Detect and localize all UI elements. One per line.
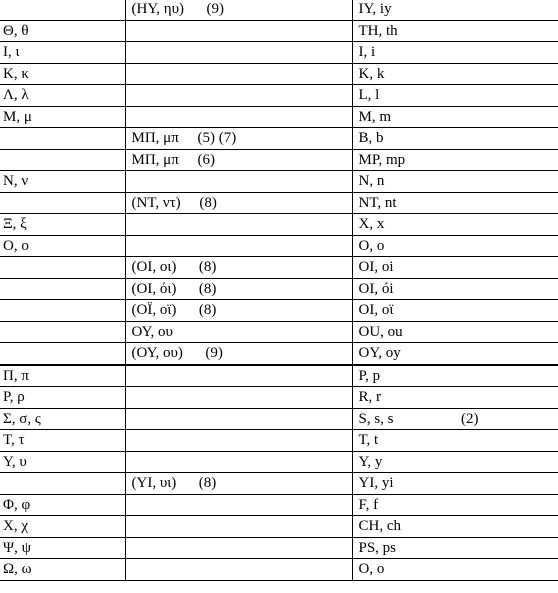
table-row bbox=[0, 430, 558, 452]
greek-letter-cell: Χ, χ bbox=[0, 516, 125, 538]
table-row bbox=[0, 42, 558, 64]
greek-letter-cell bbox=[0, 343, 125, 365]
table-row bbox=[0, 537, 558, 559]
greek-letter-cell: Ω, ω bbox=[0, 559, 125, 581]
table-row bbox=[0, 0, 558, 20]
greek-letter-cell: Υ, υ bbox=[0, 451, 125, 473]
greek-letter-cell: Θ, θ bbox=[0, 20, 125, 42]
latin-cell: S, s, s (2) bbox=[352, 408, 558, 430]
latin-cell: OU, ou bbox=[352, 321, 558, 343]
digraph-cell bbox=[125, 537, 352, 559]
latin-cell: OI, ói bbox=[352, 278, 558, 300]
latin-cell: TH, th bbox=[352, 20, 558, 42]
latin-cell: MP, mp bbox=[352, 149, 558, 171]
digraph-cell: (ΟΥ, ου) (9) bbox=[125, 343, 352, 365]
digraph-cell: (ΟΙ, οι) (8) bbox=[125, 257, 352, 279]
table-row bbox=[0, 300, 558, 322]
greek-letter-cell: Ξ, ξ bbox=[0, 214, 125, 236]
latin-cell: YI, yi bbox=[352, 473, 558, 495]
greek-letter-cell bbox=[0, 192, 125, 214]
digraph-cell bbox=[125, 42, 352, 64]
table-row bbox=[0, 171, 558, 193]
greek-letter-cell bbox=[0, 149, 125, 171]
latin-cell: P, p bbox=[352, 365, 558, 387]
latin-cell: R, r bbox=[352, 387, 558, 409]
digraph-cell: ΟΥ, ου bbox=[125, 321, 352, 343]
latin-cell: CH, ch bbox=[352, 516, 558, 538]
table-row bbox=[0, 408, 558, 430]
latin-cell: PS, ps bbox=[352, 537, 558, 559]
digraph-cell bbox=[125, 559, 352, 581]
greek-letter-cell bbox=[0, 321, 125, 343]
table-row bbox=[0, 192, 558, 214]
table-row bbox=[0, 365, 558, 387]
digraph-cell bbox=[125, 106, 352, 128]
greek-letter-cell: Ψ, ψ bbox=[0, 537, 125, 559]
table-row bbox=[0, 149, 558, 171]
table-row bbox=[0, 494, 558, 516]
latin-cell: L, l bbox=[352, 85, 558, 107]
digraph-cell bbox=[125, 451, 352, 473]
greek-letter-cell: Σ, σ, ς bbox=[0, 408, 125, 430]
table-row bbox=[0, 343, 558, 365]
latin-cell: T, t bbox=[352, 430, 558, 452]
digraph-cell bbox=[125, 408, 352, 430]
digraph-cell bbox=[125, 516, 352, 538]
table-row bbox=[0, 321, 558, 343]
greek-letter-cell: Π, π bbox=[0, 365, 125, 387]
digraph-cell: (ΟΪ, οϊ) (8) bbox=[125, 300, 352, 322]
digraph-cell bbox=[125, 63, 352, 85]
table-row bbox=[0, 257, 558, 279]
table-row bbox=[0, 214, 558, 236]
greek-letter-cell: Ρ, ρ bbox=[0, 387, 125, 409]
latin-cell: M, m bbox=[352, 106, 558, 128]
table-row bbox=[0, 128, 558, 150]
latin-cell: OY, oy bbox=[352, 343, 558, 365]
latin-cell: N, n bbox=[352, 171, 558, 193]
digraph-cell bbox=[125, 171, 352, 193]
greek-letter-cell: Ι, ι bbox=[0, 42, 125, 64]
table-row bbox=[0, 235, 558, 257]
digraph-cell: (ΝΤ, ντ) (8) bbox=[125, 192, 352, 214]
greek-letter-cell bbox=[0, 473, 125, 495]
greek-letter-cell: Λ, λ bbox=[0, 85, 125, 107]
digraph-cell bbox=[125, 85, 352, 107]
digraph-cell bbox=[125, 20, 352, 42]
table-row bbox=[0, 387, 558, 409]
digraph-cell: (ΗΥ, ηυ) (9) bbox=[125, 0, 352, 20]
greek-letter-cell: Τ, τ bbox=[0, 430, 125, 452]
digraph-cell bbox=[125, 214, 352, 236]
greek-letter-cell: Ν, ν bbox=[0, 171, 125, 193]
table-row bbox=[0, 278, 558, 300]
latin-cell: NT, nt bbox=[352, 192, 558, 214]
digraph-cell bbox=[125, 235, 352, 257]
table-row bbox=[0, 473, 558, 495]
latin-cell: Y, y bbox=[352, 451, 558, 473]
greek-letter-cell: Φ, φ bbox=[0, 494, 125, 516]
digraph-cell bbox=[125, 494, 352, 516]
digraph-cell bbox=[125, 365, 352, 387]
table-row bbox=[0, 85, 558, 107]
latin-cell: X, x bbox=[352, 214, 558, 236]
table-row bbox=[0, 516, 558, 538]
greek-letter-cell: Μ, μ bbox=[0, 106, 125, 128]
latin-cell: OI, oi bbox=[352, 257, 558, 279]
greek-letter-cell bbox=[0, 0, 125, 20]
greek-letter-cell bbox=[0, 128, 125, 150]
greek-letter-cell: Ο, ο bbox=[0, 235, 125, 257]
latin-cell: K, k bbox=[352, 63, 558, 85]
latin-cell: I, i bbox=[352, 42, 558, 64]
digraph-cell bbox=[125, 387, 352, 409]
greek-letter-cell bbox=[0, 257, 125, 279]
latin-cell: O, o bbox=[352, 559, 558, 581]
table-row bbox=[0, 451, 558, 473]
latin-cell: F, f bbox=[352, 494, 558, 516]
latin-cell: B, b bbox=[352, 128, 558, 150]
latin-cell: OI, oϊ bbox=[352, 300, 558, 322]
table-row bbox=[0, 20, 558, 42]
digraph-cell bbox=[125, 430, 352, 452]
greek-letter-cell bbox=[0, 300, 125, 322]
greek-letter-cell: Κ, κ bbox=[0, 63, 125, 85]
digraph-cell: (ΥΙ, υι) (8) bbox=[125, 473, 352, 495]
table-row bbox=[0, 106, 558, 128]
greek-letter-cell bbox=[0, 278, 125, 300]
latin-cell: ΙΥ, iy bbox=[352, 0, 558, 20]
latin-cell: O, o bbox=[352, 235, 558, 257]
table-row bbox=[0, 63, 558, 85]
digraph-cell: ΜΠ, μπ (5) (7) bbox=[125, 128, 352, 150]
table-row bbox=[0, 559, 558, 581]
digraph-cell: ΜΠ, μπ (6) bbox=[125, 149, 352, 171]
digraph-cell: (ΟΙ, όι) (8) bbox=[125, 278, 352, 300]
